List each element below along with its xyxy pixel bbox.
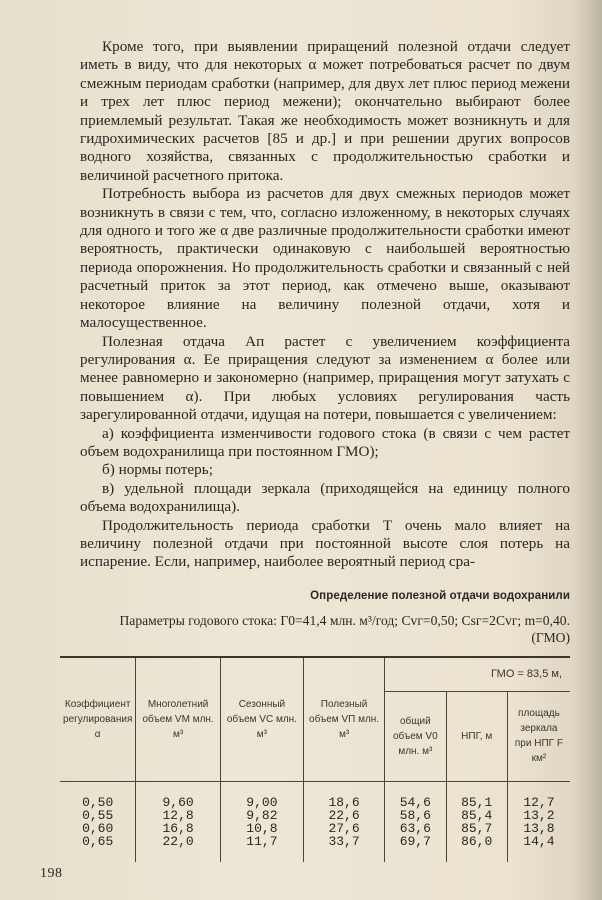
cell-useful: 22,6 bbox=[303, 809, 384, 822]
cell-multi: 12,8 bbox=[136, 809, 220, 822]
cell-total: 54,6 bbox=[385, 796, 446, 809]
list-item-a: а) коэффициента изменчивости годового стока (в связи с чем растет объем водохранилища при постоянном ГМО); bbox=[80, 424, 570, 460]
header-useful: Полезный объем VП млн. м³ bbox=[303, 657, 384, 781]
cell-npg: 85,4 bbox=[446, 809, 507, 822]
table-tail-row bbox=[60, 848, 570, 862]
paragraph-4: Продолжительность периода сработки T очень мало влияет на величину полезной отдачи при постоянной высоте слоя потерь на испарение. Если, например, наиболее вероятный период сра- bbox=[80, 516, 570, 571]
cell-area: 12,7 bbox=[507, 796, 570, 809]
params-line-1: Параметры годового стока: Г0=41,4 млн. м³/год; Cvг=0,50; Csг=2Cvг; m=0,40. bbox=[119, 613, 570, 628]
table-row bbox=[60, 822, 570, 835]
header-total: общий объем V0 млн. м³ bbox=[385, 691, 446, 781]
header-seasonal: Сезонный объем VС млн. м³ bbox=[220, 657, 303, 781]
table-caption: Определение полезной отдачи водохранили bbox=[310, 590, 570, 602]
list-item-b: б) нормы потерь; bbox=[102, 461, 213, 479]
table-sep-row bbox=[60, 781, 570, 796]
params-line-2: (ГМО) bbox=[531, 630, 570, 645]
cell-coef: 0,65 bbox=[82, 833, 114, 849]
cell-useful: 18,6 bbox=[303, 796, 384, 809]
paragraph-2: Потребность выбора из расчетов для двух смежных периодов может возникнуть в связи с тем, что, согласно изложенному, в некоторых случаях для одного и того же α две различные продолжительности сработки имеют вероятность, практически одинаковую с наибольшей вероятностью периода опорожнения. Но продолжительность сработки и связанный с ней расчетный приток за этот период, как отмечено выше, оказывают некоторое влияние на величину полезной отдачи, хотя и малосущественное. bbox=[80, 185, 570, 332]
page-number: 198 bbox=[40, 866, 63, 881]
cell-useful: 33,7 bbox=[303, 835, 384, 848]
cell-npg: 86,0 bbox=[446, 835, 507, 848]
cell-total: 69,7 bbox=[385, 835, 446, 848]
cell-area: 13,8 bbox=[507, 822, 570, 835]
table-params bbox=[80, 612, 570, 646]
list-item-c: в) удельной площади зеркала (приходящейся на единицу полного объема водохранилища). bbox=[80, 479, 570, 516]
table-row bbox=[60, 809, 570, 822]
cell-total: 58,6 bbox=[385, 809, 446, 822]
cell-seasonal: 9,00 bbox=[220, 796, 303, 809]
paragraph-1: Кроме того, при выявлении приращений полезной отдачи следует иметь в виду, что для некоторых α может потребоваться расчет по двум смежным периодам сработки (например, для двух лет плюс период межени и трех лет плюс период межени); окончательно выбирают более приемлемый результат. Такая же необходимость может возникнуть и для гидрохимических расчетов [85 и др.] и при решении других вопросов водного хозяйства, связанных с продолжительностью сработки и величиной расчетного притока. bbox=[80, 38, 570, 184]
cell-total: 63,6 bbox=[385, 822, 446, 835]
cell-coef: 0,50 bbox=[82, 794, 114, 810]
cell-coef: 0,55 bbox=[82, 807, 114, 823]
table-row bbox=[60, 796, 570, 809]
header-npg: НПГ, м bbox=[446, 691, 507, 781]
body-text bbox=[80, 38, 570, 572]
header-gmo-group: ГМО = 83,5 м, bbox=[385, 657, 570, 691]
header-coef: Коэффициент регулирования α bbox=[60, 657, 136, 781]
header-multi: Многолетний объем VМ млн. м³ bbox=[136, 657, 220, 781]
cell-multi: 9,60 bbox=[136, 796, 220, 809]
page-spine-shadow bbox=[574, 0, 602, 900]
cell-multi: 16,8 bbox=[136, 822, 220, 835]
cell-seasonal: 9,82 bbox=[220, 809, 303, 822]
data-table bbox=[60, 656, 570, 862]
cell-seasonal: 11,7 bbox=[220, 835, 303, 848]
cell-useful: 27,6 bbox=[303, 822, 384, 835]
cell-npg: 85,7 bbox=[446, 822, 507, 835]
cell-seasonal: 10,8 bbox=[220, 822, 303, 835]
cell-multi: 22,0 bbox=[136, 835, 220, 848]
cell-npg: 85,1 bbox=[446, 796, 507, 809]
cell-area: 14,4 bbox=[507, 835, 570, 848]
cell-area: 13,2 bbox=[507, 809, 570, 822]
cell-coef: 0,60 bbox=[82, 820, 114, 836]
paragraph-3: Полезная отдача Aп растет с увеличением коэффициента регулирования α. Ее приращения следуют за изменением α более или менее равномерно и закономерно (например, приращения могут затухать с повышением α). При любых условиях регулирования часть зарегулированной отдачи, идущая на потери, повышается с увеличением: bbox=[80, 332, 570, 424]
header-area: площадь зеркала при НПГ F км² bbox=[507, 691, 570, 781]
table-row bbox=[60, 835, 570, 848]
